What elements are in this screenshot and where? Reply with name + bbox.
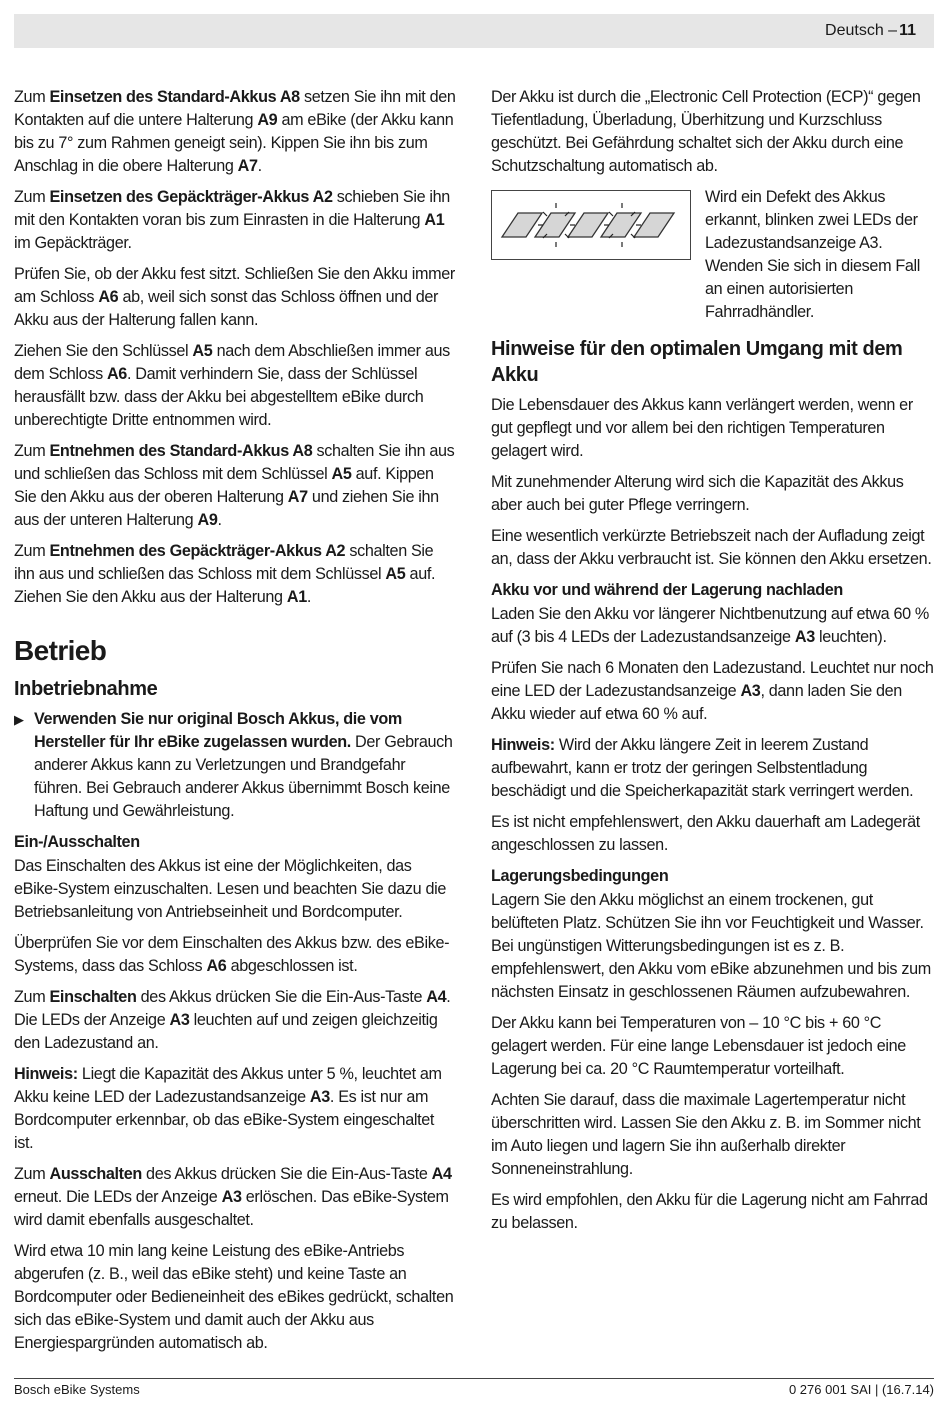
- figure-caption-text: Wird ein Defekt des Akkus erkannt, blinken zwei LEDs der Ladezustandsanzeige A3. Wenden Sie sich in diesem Fall an einen autorisierten Fahrradhändler.: [705, 188, 921, 321]
- page-header: [14, 14, 934, 48]
- heading-ein-ausschalten: Ein-/Ausschalten: [14, 833, 140, 851]
- page-number: 11: [899, 22, 916, 39]
- paragraph: Zum Entnehmen des Gepäckträger-Akkus A2 schalten Sie ihn aus und schließen das Schloss mit dem Schlüssel A5 auf. Ziehen Sie den Akku aus der Halterung A1.: [14, 542, 436, 606]
- paragraph: Überprüfen Sie vor dem Einschalten des Akkus bzw. des eBike-Systems, dass das Schloss A6 abgeschlossen ist.: [14, 934, 450, 975]
- footer-company: Bosch eBike Systems: [14, 1382, 140, 1397]
- right-column: [491, 86, 934, 1243]
- bullet-item: [14, 708, 456, 823]
- paragraph: Eine wesentlich verkürzte Betriebszeit nach der Aufladung zeigt an, dass der Akku verbraucht ist. Sie können den Akku ersetzen.: [491, 527, 932, 568]
- blinking-led-icon: [492, 191, 690, 259]
- paragraph: Prüfen Sie nach 6 Monaten den Ladezustand. Leuchtet nur noch eine LED der Ladezustandsanzeige A3, dann laden Sie den Akku wieder auf etwa 60 % auf.: [491, 659, 934, 723]
- footer-divider: [14, 1378, 934, 1379]
- paragraph: Zum Einsetzen des Gepäckträger-Akkus A2 schieben Sie ihn mit den Kontakten voran bis zum Einrasten in die Halterung A1 im Gepäckträger.: [14, 188, 450, 252]
- paragraph: Hinweis: Wird der Akku längere Zeit in leerem Zustand aufbewahrt, kann er trotz der geringen Selbstentladung beschädigt und die Speicherkapazität stark verringert werden.: [491, 736, 914, 800]
- header-section-label: Deutsch –: [825, 22, 898, 39]
- paragraph: Ziehen Sie den Schlüssel A5 nach dem Abschließen immer aus dem Schloss A6. Damit verhindern Sie, dass der Schlüssel herausfällt bzw. dass der Akku bei abgestelltem eBike durch unberechtigte Dritte entnommen wird.: [14, 342, 450, 429]
- paragraph: Achten Sie darauf, dass die maximale Lagertemperatur nicht überschritten wird. Lassen Sie den Akku z. B. im Sommer nicht im Auto liegen und lagern Sie ihn außerhalb direkter Sonneneinstrahlung.: [491, 1091, 921, 1178]
- paragraph: Es ist nicht empfehlenswert, den Akku dauerhaft am Ladegerät angeschlossen zu lassen.: [491, 813, 920, 854]
- paragraph: Wird etwa 10 min lang keine Leistung des eBike-Antriebs abgerufen (z. B., weil das eBike steht) und keine Taste an Bordcomputer oder Bedieneinheit des eBikes gedrückt, schalten sich das eBike-System und damit auch der Akku aus Energiespargründen automatisch ab.: [14, 1242, 454, 1352]
- paragraph: Das Einschalten des Akkus ist eine der Möglichkeiten, das eBike-System einzuschalten. Lesen und beachten Sie dazu die Betriebsanleitung von Antriebseinheit und Bordcomputer.: [14, 857, 446, 921]
- paragraph: Laden Sie den Akku vor längerer Nichtbenutzung auf etwa 60 % auf (3 bis 4 LEDs der Ladezustandsanzeige A3 leuchten).: [491, 605, 929, 646]
- heading-lagerungsbedingungen: Lagerungsbedingungen: [491, 867, 669, 885]
- paragraph: Der Akku kann bei Temperaturen von – 10 °C bis + 60 °C gelagert werden. Für eine lange Lebensdauer ist jedoch eine Lagerung bei ca. 20 °C Raumtemperatur vorteilhaft.: [491, 1014, 906, 1078]
- subsection-heading-hinweise: Hinweise für den optimalen Umgang mit dem Akku: [491, 338, 903, 386]
- paragraph: Zum Entnehmen des Standard-Akkus A8 schalten Sie ihn aus und schließen das Schloss mit dem Schlüssel A5 auf. Kippen Sie den Akku aus der oberen Halterung A7 und ziehen Sie ihn aus der unteren Halterung A9.: [14, 442, 455, 529]
- paragraph: Die Lebensdauer des Akkus kann verlängert werden, wenn er gut gepflegt und vor allem bei den richtigen Temperaturen gelagert wird.: [491, 396, 913, 460]
- paragraph: Hinweis: Liegt die Kapazität des Akkus unter 5 %, leuchtet am Akku keine LED der Ladezustandsanzeige A3. Es ist nur am Bordcomputer erkennbar, ob das eBike-System eingeschaltet ist.: [14, 1065, 442, 1152]
- led-figure-row: [491, 186, 934, 324]
- section-heading-betrieb: Betrieb: [14, 635, 107, 666]
- paragraph: Lagern Sie den Akku möglichst an einem trockenen, gut belüfteten Platz. Schützen Sie ihn vor Feuchtigkeit und Wasser. Bei ungünstigen Witterungsbedingungen ist es z. B. empfehlenswert, den Akku vom eBike abzunehmen und bis zum nächsten Einsatz in geschlossenen Räumen aufzubewahren.: [491, 891, 931, 1001]
- heading-nachladen: Akku vor und während der Lagerung nachladen: [491, 581, 843, 599]
- battery-led-illustration: [491, 190, 691, 260]
- paragraph: Der Akku ist durch die „Electronic Cell Protection (ECP)“ gegen Tiefentladung, Überladung, Überhitzung und Kurzschluss geschützt. Bei Gefährdung schaltet sich der Akku durch eine Schutzschaltung automatisch ab.: [491, 88, 921, 175]
- triangle-bullet-icon: ▶: [14, 712, 24, 727]
- bullet-text: Verwenden Sie nur original Bosch Akkus, die vom Hersteller für Ihr eBike zugelassen wurden. Der Gebrauch anderer Akkus kann zu Verletzungen und Brandgefahr führen. Bei Gebrauch anderer Akkus übernimmt Bosch keine Haftung und Gewährleistung.: [34, 710, 453, 820]
- paragraph: Mit zunehmender Alterung wird sich die Kapazität des Akkus aber auch bei guter Pflege verringern.: [491, 473, 904, 514]
- paragraph: Prüfen Sie, ob der Akku fest sitzt. Schließen Sie den Akku immer am Schloss A6 ab, weil sich sonst das Schloss öffnen und der Akku aus der Halterung fallen kann.: [14, 265, 455, 329]
- footer-doc-id: 0 276 001 SAI | (16.7.14): [788, 1382, 934, 1397]
- subsection-heading-inbetriebnahme: Inbetriebnahme: [14, 678, 158, 700]
- paragraph: Es wird empfohlen, den Akku für die Lagerung nicht am Fahrrad zu belassen.: [491, 1191, 928, 1232]
- left-column: [14, 86, 456, 1363]
- paragraph: Zum Einschalten des Akkus drücken Sie die Ein-Aus-Taste A4. Die LEDs der Anzeige A3 leuchten auf und zeigen gleichzeitig den Ladezustand an.: [14, 988, 451, 1052]
- paragraph: Zum Einsetzen des Standard-Akkus A8 setzen Sie ihn mit den Kontakten auf die untere Halterung A9 am eBike (der Akku kann bis zu 7° zum Rahmen geneigt sein). Kippen Sie ihn bis zum Anschlag in die obere Halterung A7.: [14, 88, 456, 175]
- paragraph: Zum Ausschalten des Akkus drücken Sie die Ein-Aus-Taste A4 erneut. Die LEDs der Anzeige A3 erlöschen. Das eBike-System wird damit ebenfalls ausgeschaltet.: [14, 1165, 452, 1229]
